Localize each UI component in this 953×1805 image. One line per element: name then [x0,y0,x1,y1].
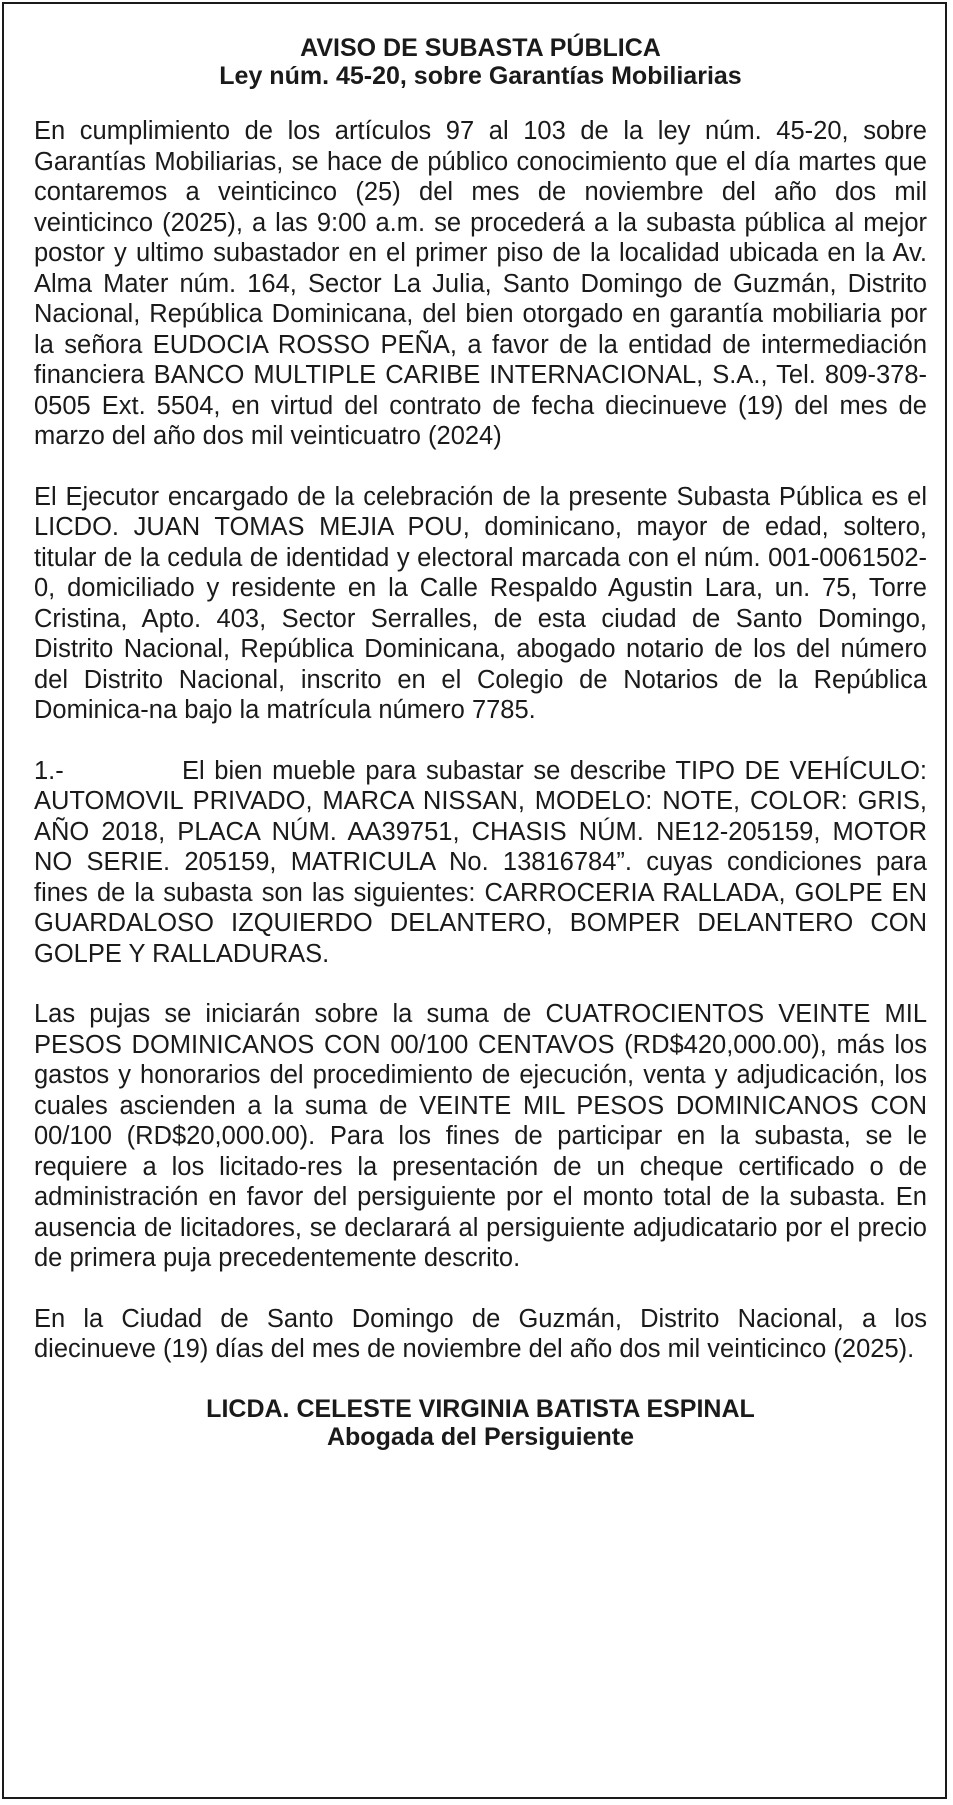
notice-title: AVISO DE SUBASTA PÚBLICA [300,34,661,62]
signature-name: LICDA. CELESTE VIRGINIA BATISTA ESPINAL [206,1394,755,1423]
notice-content [34,34,927,1451]
notice-subtitle: Ley núm. 45-20, sobre Garantías Mobiliarias [219,62,742,90]
executor-paragraph: El Ejecutor encargado de la celebración de la presente Subasta Pública es el LICDO. JUAN TOMAS MEJIA POU, dominicano, mayor de edad, soltero, titular de la cedula de identidad y electoral marcada con el núm. 001-0061502-0, domiciliado y residente en la Calle Respaldo Agustin Lara, un. 75, Torre Cristina, Apto. 403, Sector Serralles, de esta ciudad de Santo Domingo, Distrito Nacional, República Dominicana, abogado notario de los del número del Distrito Nacional, inscrito en el Colegio de Notarios de la República Dominica-na bajo la matrícula número 7785. [34,482,927,724]
notice-header [34,34,927,90]
intro-paragraph: En cumplimiento de los artículos 97 al 103 de la ley núm. 45-20, sobre Garantías Mobiliarias, se hace de público conocimiento que el día martes que contaremos a veinticinco (25) del mes de noviembre del año dos mil veinticinco (2025), a las 9:00 a.m. se procederá a la subasta pública al mejor postor y ultimo subastador en el primer piso de la localidad ubicada en la Av. Alma Mater núm. 164, Sector La Julia, Santo Domingo de Guzmán, Distrito Nacional, República Dominicana, del bien otorgado en garantía mobiliaria por la señora EUDOCIA ROSSO PEÑA, a favor de la entidad de intermediación financiera BANCO MULTIPLE CARIBE INTERNACIONAL, S.A., Tel. 809-378-0505 Ext. 5504, en virtud del contrato de fecha diecinueve (19) del mes de marzo del año dos mil veinticuatro (2024) [34,117,927,450]
item-number: 1.- [34,756,64,785]
signature-role: Abogada del Persiguiente [326,1422,634,1451]
bids-paragraph: Las pujas se iniciarán sobre la suma de CUATROCIENTOS VEINTE MIL PESOS DOMINICANOS CON 00/100 CENTAVOS (RD$420,000.00), más los gastos y honorarios del procedimiento de ejecución, venta y adjudicación, los cuales ascienden a la suma de VEINTE MIL PESOS DOMINICANOS CON 00/100 (RD$20,000.00). Para los fines de participar en la subasta, se le requiere a los licitado-res la presentación de un cheque certificado o de administración en favor del persiguiente por el monto total de la subasta. En ausencia de licitadores, se declarará al persiguiente adjudicatario por el precio de primera puja precedentemente descrito. [34,1000,927,1272]
notice-frame [2,2,947,1799]
closing-paragraph: En la Ciudad de Santo Domingo de Guzmán, Distrito Nacional, a los diecinueve (19) días del mes de noviembre del año dos mil veinticinco (2025). [34,1304,927,1363]
item-description: El bien mueble para subastar se describe TIPO DE VEHÍCULO: AUTOMOVIL PRIVADO, MARCA NISSAN, MODELO: NOTE, COLOR: GRIS, AÑO 2018, PLACA NÚM. AA39751, CHASIS NÚM. NE12-205159, MOTOR NO SERIE. 205159, MATRICULA No. 13816784”. cuyas condiciones para fines de la subasta son las siguientes: CARROCERIA RALLADA, GOLPE EN GUARDALOSO IZQUIERDO DELANTERO, BOMPER DELANTERO CON GOLPE Y RALLADURAS. [34,756,927,968]
item-paragraph [34,756,927,970]
signature-block [34,1395,927,1451]
